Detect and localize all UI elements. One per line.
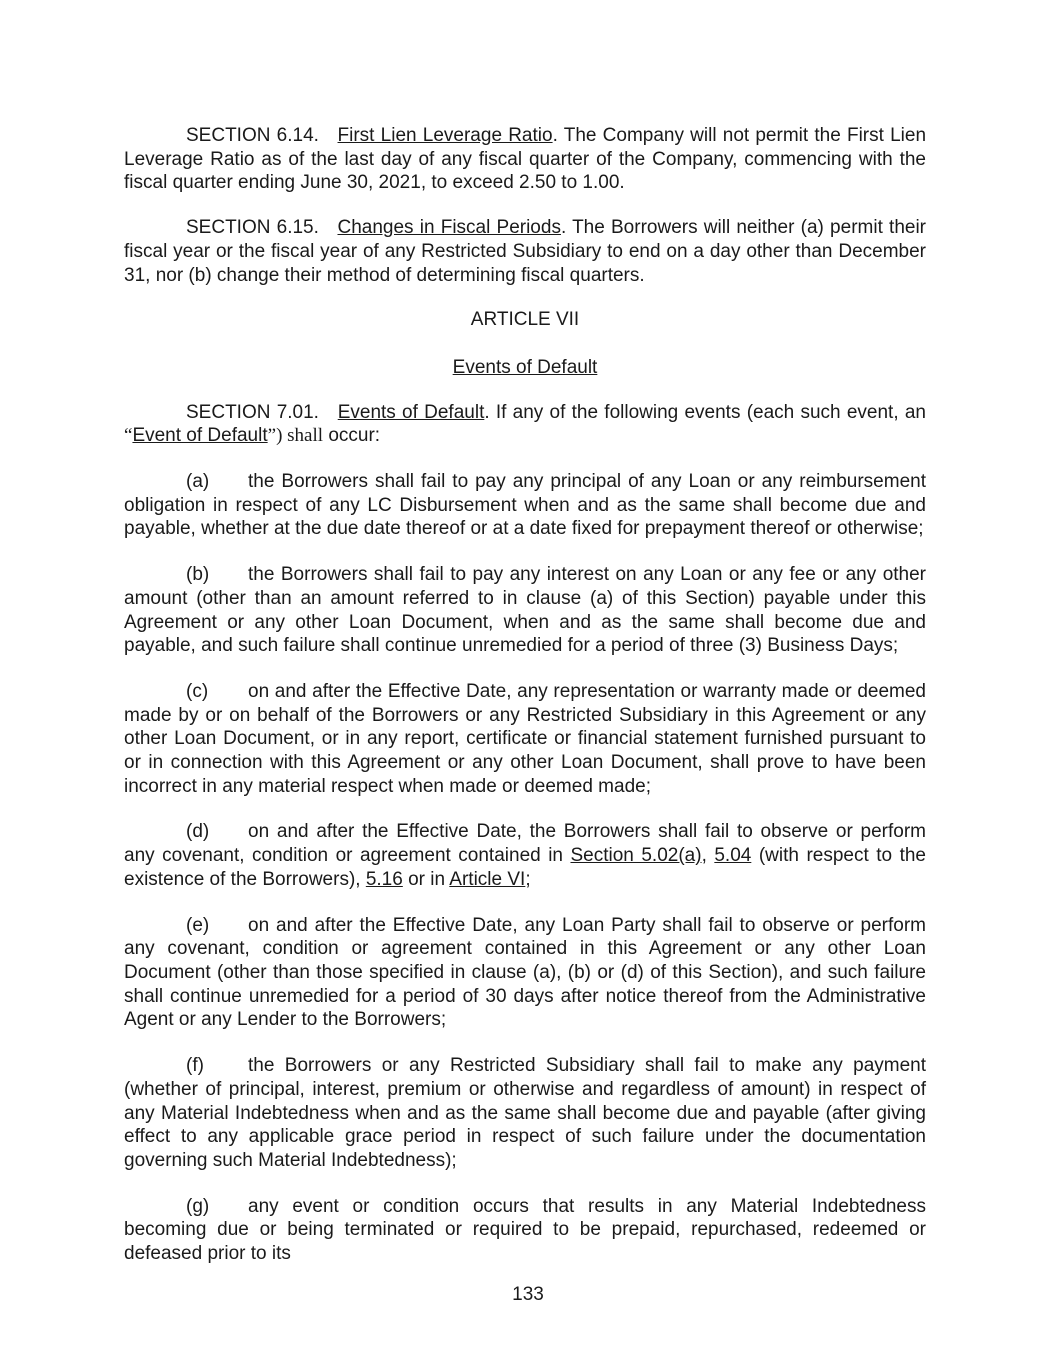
clause-a	[124, 470, 926, 541]
cross-reference-5-04: 5.04	[714, 845, 752, 867]
clause-d-label: (d)	[186, 821, 210, 843]
clause-d-separator: ,	[701, 845, 715, 867]
close-quote: ”) shall	[267, 425, 324, 447]
section-6-14-text: . The Company will not permit the First Lien Leverage Ratio as of the last day of any fiscal quarter of the Company, commencing with the fiscal quarter ending June 30, 2021, to exceed 2.50 to 1.00.	[124, 125, 927, 194]
section-7-01-title: Events of Default	[337, 401, 485, 423]
clause-a-text: the Borrowers shall fail to pay any principal of any Loan or any reimbursement obligation in respect of any LC Disbursement when and as the same shall become due and payable, whether at the due date thereof or at a date fixed for prepayment thereof or otherwise;	[124, 471, 926, 540]
section-7-01-number: SECTION 7.01.	[186, 401, 319, 423]
clause-f-text: the Borrowers or any Restricted Subsidiary shall fail to make any payment (whether of principal, interest, premium or otherwise and regardless of amount) in respect of any Material Indebtedness when and as the same shall become due and payable (after giving effect to any applicable grace period in respect of such failure under the documentation governing such Material Indebtedness);	[124, 1055, 926, 1171]
section-6-15-text: . The Borrowers will neither (a) permit their fiscal year or the fiscal year of any Restricted Subsidiary to end on a day other than December 31, nor (b) change their method of determining fiscal quarters.	[124, 217, 926, 286]
clause-c-label: (c)	[186, 680, 209, 702]
section-6-14-number: SECTION 6.14.	[186, 125, 319, 146]
section-6-15	[124, 216, 926, 287]
section-7-01	[124, 401, 926, 448]
document-page	[124, 124, 926, 1288]
defined-term-event-of-default: Event of Default	[132, 425, 268, 447]
page-number: 133	[512, 1284, 544, 1305]
article-subheading	[124, 356, 926, 380]
clause-d-text-4: ;	[525, 868, 531, 890]
section-7-01-text: . If any of the following events (each such event, an	[484, 401, 926, 423]
cross-reference-5-16: 5.16	[365, 868, 403, 890]
clause-b	[124, 563, 926, 658]
cross-reference-article-vi: Article VI	[449, 868, 526, 890]
cross-reference-section-5-02a: Section 5.02(a)	[570, 845, 702, 867]
clause-b-text: the Borrowers shall fail to pay any interest on any Loan or any fee or any other amount (other than an amount referred to in clause (a) of this Section) payable under this Agreement or any other Loan Document, when and as the same shall become due and payable, and such failure shall continue unremedied for a period of three (3) Business Days;	[124, 564, 926, 657]
clause-e	[124, 914, 926, 1033]
section-6-15-title: Changes in Fiscal Periods	[337, 217, 561, 239]
clause-f	[124, 1054, 926, 1173]
clause-e-label: (e)	[186, 914, 210, 936]
article-subheading-text: Events of Default	[452, 356, 598, 378]
clause-d	[124, 820, 926, 891]
section-6-15-number: SECTION 6.15.	[186, 217, 319, 239]
clause-g	[124, 1195, 926, 1266]
clause-f-label: (f)	[186, 1055, 204, 1077]
clause-g-label: (g)	[186, 1195, 210, 1217]
section-6-14	[124, 124, 926, 195]
clause-c	[124, 680, 926, 799]
clause-d-text-3: or in	[402, 868, 450, 890]
clause-g-text: any event or condition occurs that results in any Material Indebtedness becoming due or being terminated or required to be prepaid, repurchased, redeemed or defeased prior to its	[124, 1195, 926, 1265]
clause-a-label: (a)	[186, 471, 210, 493]
clause-e-text: on and after the Effective Date, any Loan Party shall fail to observe or perform any covenant, condition or agreement contained in this Agreement or any other Loan Document (other than those specified in clause (a), (b) or (d) of this Section), and such failure shall continue unremedied for a period of 30 days after notice thereof from the Administrative Agent or any Lender to the Borrowers;	[124, 914, 926, 1031]
clause-d-text: on and after the Effective Date, the Borrowers shall fail to observe or perform any covenant, condition or agreement contained in	[124, 821, 926, 867]
open-quote: “	[124, 425, 133, 447]
article-heading: ARTICLE VII	[470, 309, 580, 331]
clause-b-label: (b)	[186, 564, 210, 586]
section-6-14-title: First Lien Leverage Ratio	[337, 125, 553, 146]
clause-d-text-2: (with respect to the existence of the Borrowers),	[124, 845, 926, 890]
section-7-01-text-end: occur:	[323, 425, 381, 447]
clause-c-text: on and after the Effective Date, any representation or warranty made or deemed made by or on behalf of the Borrowers or any Restricted Subsidiary in this Agreement or any other Loan Document, or in any report, certificate or financial statement furnished pursuant to or in connection with this Agreement or any other Loan Document, shall prove to have been incorrect in any material respect when made or deemed made;	[124, 680, 926, 797]
